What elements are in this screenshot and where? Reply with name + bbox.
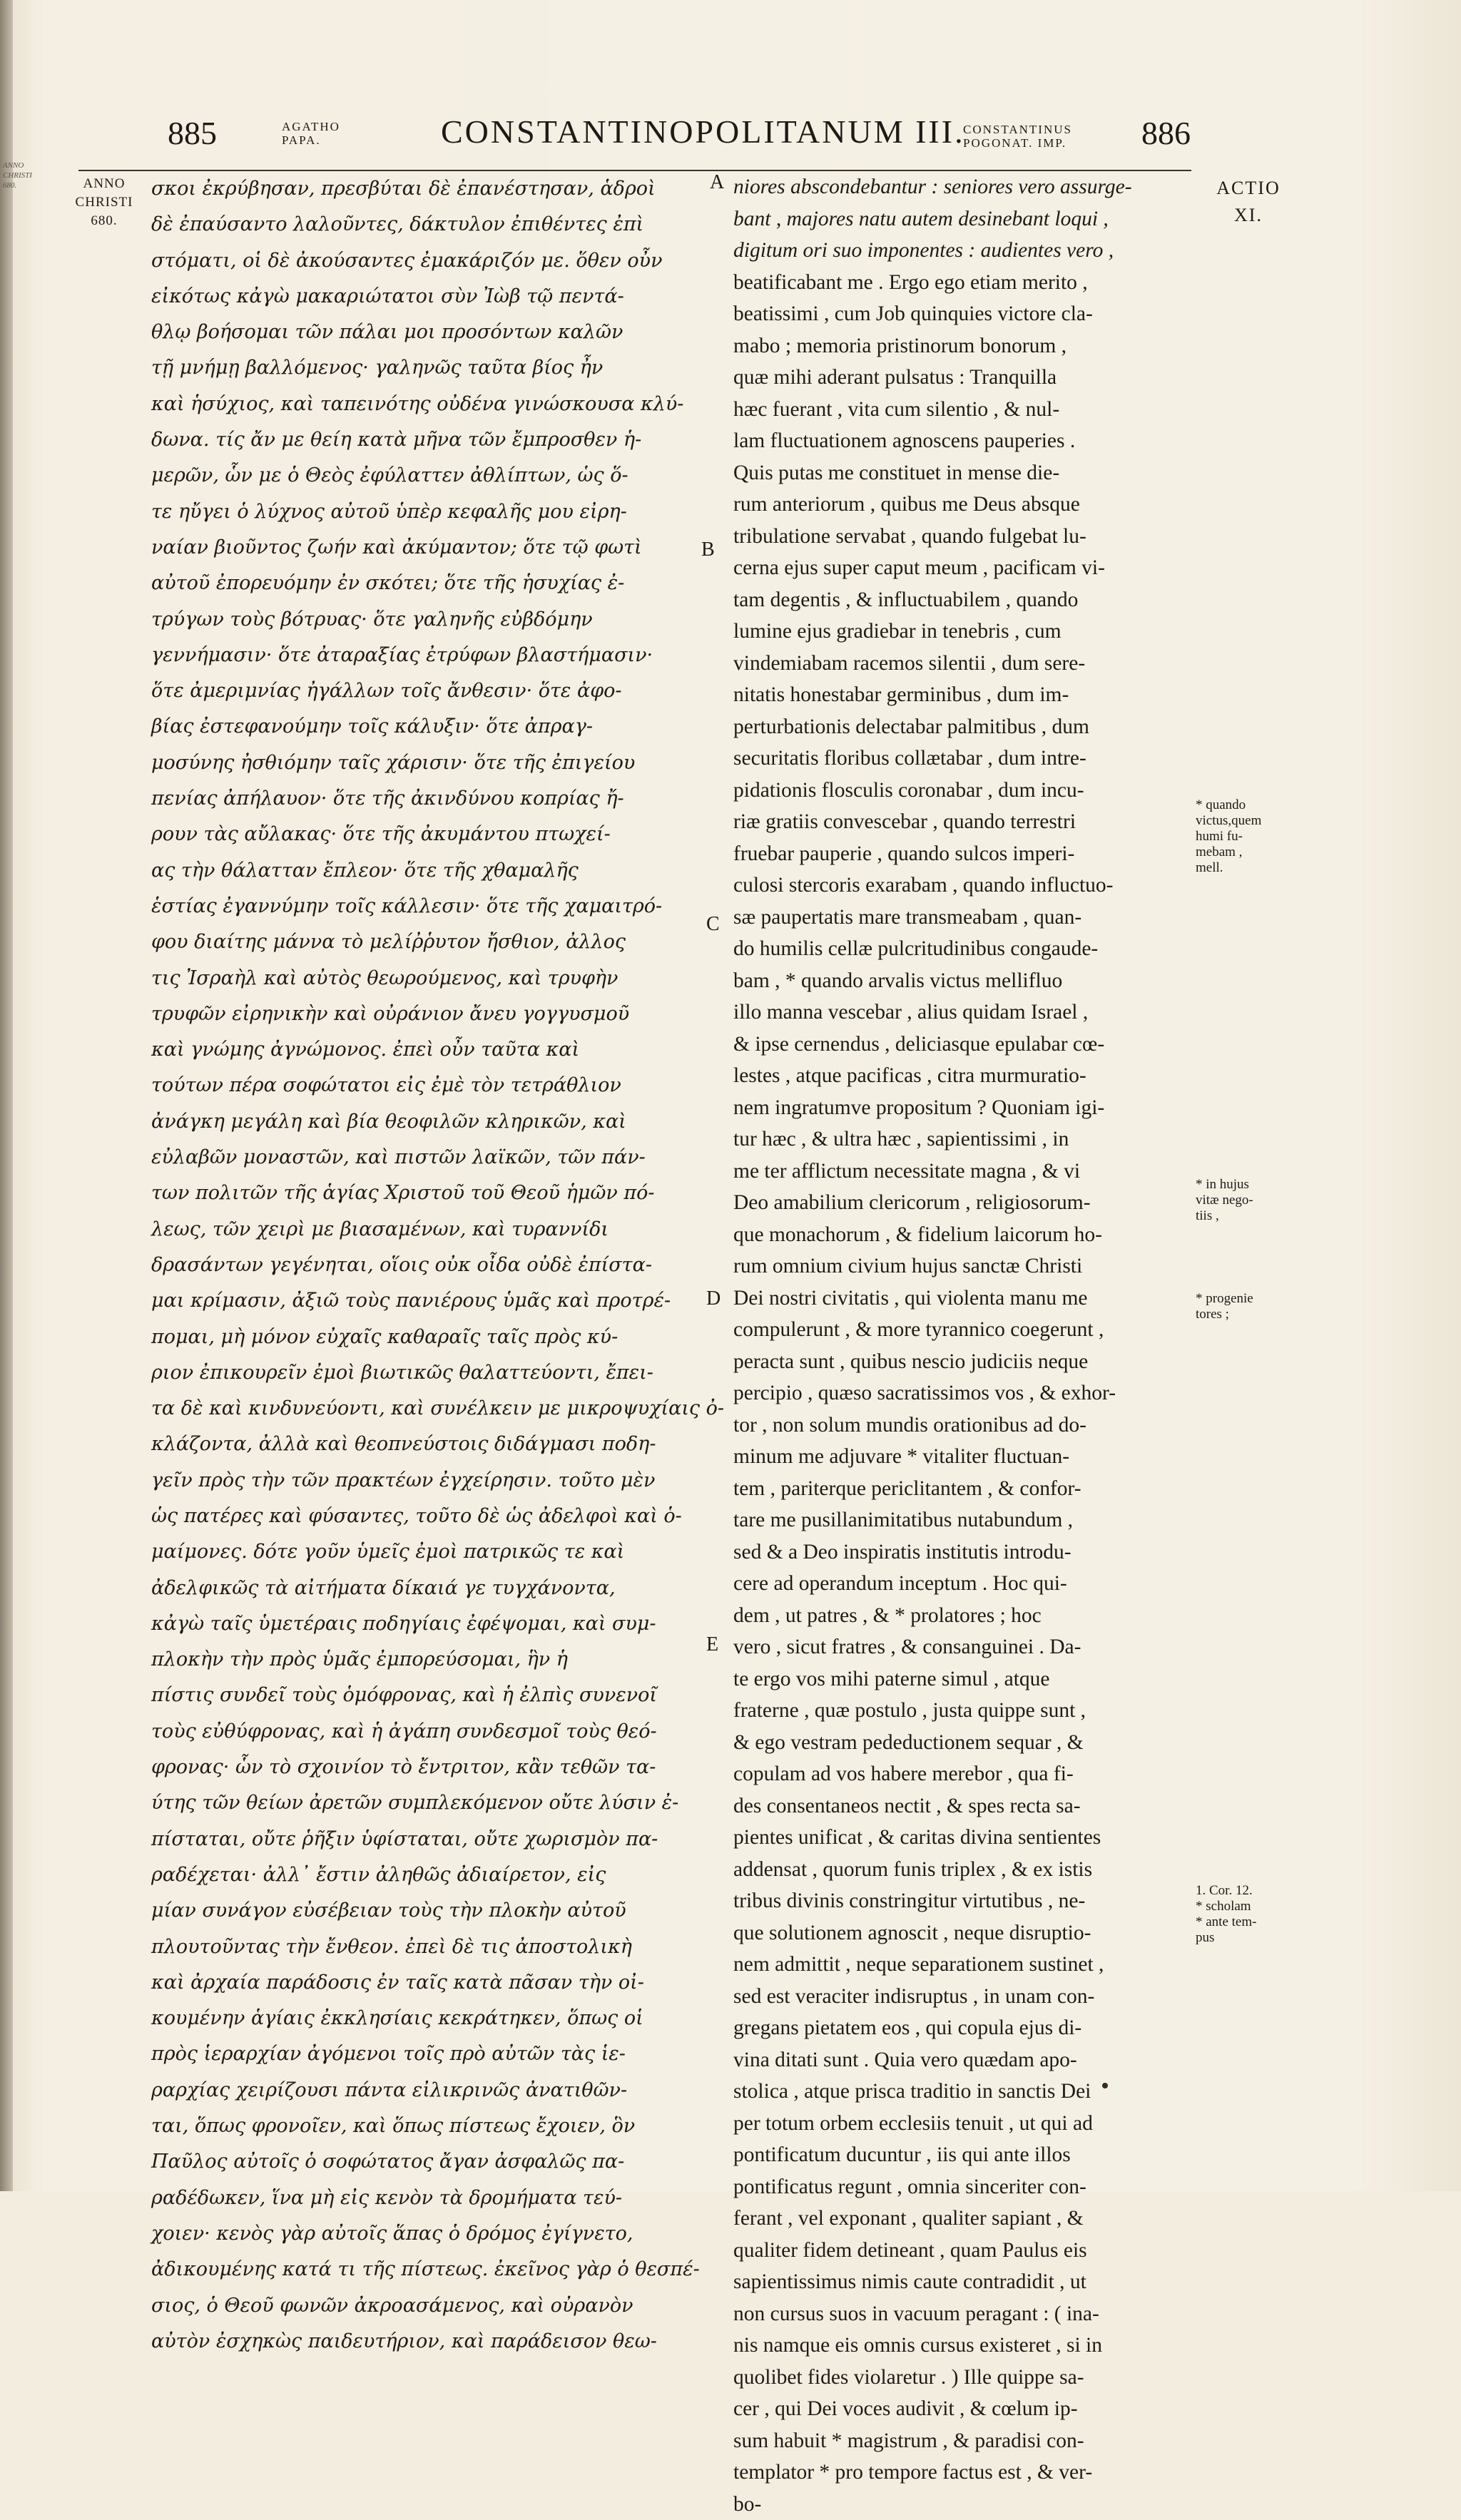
latin-text-line: fraterne , quæ postulo , justa quippe sunt , <box>733 1695 1190 1727</box>
latin-text-line: sæ paupertatis mare transmeabam , quan- <box>733 902 1190 934</box>
margin-note-line: 1. Cor. 12. <box>1196 1883 1303 1899</box>
greek-text-line: τε ηὔγει ὁ λύχνος αὐτοῦ ὑπὲρ κεφαλῆς μου εἰρη- <box>151 494 697 530</box>
greek-text-line: τρυφῶν εἰρηνικὴν καὶ οὐράνιον ἄνευ γογγυσμοῦ <box>151 996 697 1032</box>
latin-text-line: tur hæc , & ultra hæc , sapientissimi , in <box>733 1123 1190 1156</box>
margin-note-line: mell. <box>1196 860 1303 876</box>
greek-text-line: λεως, τῶν χειρὶ με βιασαμένων, καὶ τυραννίδι <box>151 1212 697 1248</box>
margin-line: ANNO <box>70 175 138 193</box>
latin-text-line: rum anteriorum , quibus me Deus absque <box>733 489 1190 521</box>
greek-text-line: ραδέχεται· ἀλλ᾽ ἔστιν ἀληθῶς ἀδιαίρετον, εἰς <box>151 1857 697 1893</box>
actio-label: ACTIO <box>1198 175 1298 202</box>
latin-text-line: compulerunt , & more tyrannico coegerunt , <box>733 1314 1190 1346</box>
running-title <box>441 113 965 163</box>
margin-note-line: mebam , <box>1196 845 1303 860</box>
latin-text-line: sapientissimus nimis caute contradidit , ut <box>733 2266 1190 2298</box>
greek-text-line: μοσύνης ἠσθιόμην ταῖς χάρισιν· ὅτε τῆς ἐπιγείου <box>151 745 697 781</box>
latin-text-line: securitatis floribus collætabar , dum intre- <box>733 743 1190 775</box>
latin-text-line: cer , qui Dei voces audivit , & cœlum ip- <box>733 2393 1190 2425</box>
latin-text-line: digitum ori suo imponentes : audientes vero , <box>733 235 1190 267</box>
greek-text-line: πρὸς ἱεραρχίαν ἀγόμενοι τοῖς πρὸ αὐτῶν τὰς ἱε- <box>151 2036 697 2072</box>
greek-text-line: ας τὴν θάλατταν ἔπλεον· ὅτε τῆς χθαμαλῆς <box>151 853 697 889</box>
greek-text-line: πενίας ἀπήλαυον· ὅτε τῆς ἀκινδύνου κοπρίας ἤ- <box>151 781 697 817</box>
greek-text-line: δρασάντων γεγένηται, οἵοις οὐκ οἶδα οὐδὲ ἐπίστα- <box>151 1248 697 1283</box>
latin-text-line: cere ad operandum inceptum . Hoc qui- <box>733 1568 1190 1600</box>
latin-text-line: me ter afflictum necessitate magna , & vi <box>733 1156 1190 1188</box>
latin-text-line: pontificatus regunt , omnia sinceriter con- <box>733 2171 1190 2203</box>
latin-text-line: te ergo vos mihi paterne simul , atque <box>733 1663 1190 1695</box>
latin-text-line: dem , ut patres , & * prolatores ; hoc <box>733 1600 1190 1632</box>
greek-text-line: πλοκὴν τὴν πρὸς ὑμᾶς ἐμπορεύσομαι, ἣν ἡ <box>151 1642 697 1678</box>
greek-text-line: καὶ ἡσύχιος, καὶ ταπεινότης οὐδένα γινώσκουσα κλύ- <box>151 387 697 422</box>
latin-text-line: tor , non solum mundis orationibus ad do- <box>733 1409 1190 1442</box>
latin-text-line: rum omnium civium hujus sanctæ Christi <box>733 1250 1190 1282</box>
latin-text-line: non cursus suos in vacuum peragant : ( ina- <box>733 2298 1190 2330</box>
greek-text-line: κουμένην ἁγίαις ἐκκλησίαις κεκράτηκεν, ὅπως οἱ <box>151 2001 697 2036</box>
latin-text-line: gregans pietatem eos , qui copula ejus di- <box>733 2012 1190 2044</box>
latin-text-line: que solutionem agnoscit , neque disruptio- <box>733 1917 1190 1949</box>
greek-text-line: σκοι ἐκρύβησαν, πρεσβύται δὲ ἐπανέστησαν, ἁδροὶ <box>151 171 697 207</box>
latin-text-line: & ego vestram pedeductionem sequar , & <box>733 1727 1190 1759</box>
greek-text-column <box>151 171 697 2360</box>
greek-text-line: των πολιτῶν τῆς ἁγίας Χριστοῦ τοῦ Θεοῦ ἡμῶν πό- <box>151 1175 697 1211</box>
latin-text-line: nem ingratumve propositum ? Quoniam igi- <box>733 1092 1190 1124</box>
right-page-number <box>1141 114 1191 164</box>
latin-text-line: pientes unificat , & caritas divina sentientes <box>733 1822 1190 1854</box>
latin-text-line: & ipse cernendus , deliciasque epulabar cœ- <box>733 1029 1190 1061</box>
latin-text-line: vero , sicut fratres , & consanguinei . Da- <box>733 1631 1190 1663</box>
latin-text-line: culosi stercoris exarabam , quando influctuo- <box>733 869 1190 902</box>
greek-text-line: δὲ ἐπαύσαντο λαλοῦντες, δάκτυλον ἐπιθέντες ἐπὶ <box>151 207 697 243</box>
left-page-number <box>168 114 217 164</box>
greek-text-line: σιος, ὁ Θεοῦ φωνῶν ἀκροασάμενος, καὶ οὐρανὸν <box>151 2288 697 2324</box>
latin-text-line: que monachorum , & fidelium laicorum ho- <box>733 1219 1190 1251</box>
margin-note <box>1196 797 1303 876</box>
margin-note-line: * in hujus <box>1196 1177 1303 1193</box>
latin-text-line: lumine ejus gradiebar in tenebris , cum <box>733 616 1190 648</box>
latin-text-line: do humilis cellæ pulcritudinibus congaude- <box>733 933 1190 965</box>
latin-text-line: templator * pro tempore factus est , & ver- <box>733 2457 1190 2489</box>
margin-note-line: * quando <box>1196 797 1303 813</box>
margin-note <box>1196 1883 1303 1946</box>
section-marker-a: A <box>710 171 724 194</box>
greek-text-line: ἀδικουμένης κατά τι τῆς πίστεως. ἐκεῖνος γὰρ ὁ θεσπέ- <box>151 2252 697 2287</box>
section-marker-c: C <box>706 913 720 936</box>
greek-text-line: Παῦλος αὐτοῖς ὁ σοφώτατος ἄγαν ἀσφαλῶς πα- <box>151 2144 697 2180</box>
edge-note-line: ANNO <box>3 160 29 170</box>
latin-text-line: quæ mihi aderant pulsatus : Tranquilla <box>733 362 1190 394</box>
greek-text-line: τις Ἰσραὴλ καὶ αὐτὸς θεωρούμενος, καὶ τρυφὴν <box>151 961 697 996</box>
greek-text-line: τρύγων τοὺς βότρυας· ὅτε γαληνῆς εὐβδόμην <box>151 602 697 638</box>
greek-text-line: ἀδελφικῶς τὰ αἰτήματα δίκαιά γε τυγχάνοντα, <box>151 1571 697 1606</box>
greek-text-line: ρουν τὰς αὔλακας· ὅτε τῆς ἀκυμάντου πτωχεί- <box>151 817 697 852</box>
latin-text-line: stolica , atque prisca traditio in sanctis Dei <box>733 2076 1190 2108</box>
latin-text-line: niores abscondebantur : seniores vero assurge- <box>733 171 1190 203</box>
latin-text-line: sed est veraciter indisruptus , in unam con- <box>733 1981 1190 2013</box>
greek-text-line: βίας ἐστεφανούμην τοῖς κάλυξιν· ὅτε ἀπραγ- <box>151 709 697 745</box>
greek-text-line: τῇ μνήμῃ βαλλόμενος· γαληνῶς ταῦτα βίος ἦν <box>151 350 697 386</box>
latin-text-line: tem , pariterque periclitantem , & confor- <box>733 1473 1190 1505</box>
latin-text-line: lestes , atque pacificas , citra murmuratio- <box>733 1060 1190 1092</box>
latin-text-line: qualiter fidem detineant , quam Paulus eis <box>733 2235 1190 2267</box>
latin-text-line: Deo amabilium clericorum , religiosorum- <box>733 1187 1190 1219</box>
greek-text-line: πομαι, μὴ μόνον εὐχαῖς καθαραῖς ταῖς πρὸς κύ- <box>151 1320 697 1355</box>
latin-text-line: percipio , quæso sacratissimos vos , & exhor- <box>733 1377 1190 1409</box>
latin-text-line: bo- <box>733 2489 1190 2520</box>
latin-text-line: copulam ad vos habere merebor , qua fi- <box>733 1758 1190 1790</box>
page-number-left: 885 <box>168 115 217 151</box>
latin-text-line: bam , * quando arvalis victus mellifluo <box>733 965 1190 997</box>
margin-note-line: tores ; <box>1196 1307 1303 1322</box>
margin-note-line: tiis , <box>1196 1208 1303 1224</box>
greek-text-line: ναίαν βιοῦντος ζωήν καὶ ἀκύμαντον; ὅτε τῷ φωτὶ <box>151 530 697 566</box>
latin-text-line: tribulatione servabat , quando fulgebat lu- <box>733 521 1190 553</box>
greek-text-line: ραδέδωκεν, ἵνα μὴ εἰς κενὸν τὰ δρομήματα τεύ- <box>151 2180 697 2216</box>
latin-text-line: beatificabant me . Ergo ego etiam merito , <box>733 267 1190 299</box>
greek-text-line: γεννήμασιν· ὅτε ἀταραξίας ἐτρύφων βλαστήμασιν· <box>151 638 697 673</box>
greek-text-line: εἰκότως κἀγὼ μακαριώτατοι σὺν Ἰὼβ τῷ πεντά- <box>151 279 697 315</box>
greek-text-line: ραρχίας χειρίζουσι πάντα εἰλικρινῶς ἀνατιθῶν- <box>151 2073 697 2108</box>
latin-text-line: ferant , vel exponant , qualiter sapiant , & <box>733 2203 1190 2235</box>
latin-text-line: Dei nostri civitatis , qui violenta manu me <box>733 1282 1190 1315</box>
greek-text-line: ύτης τῶν θείων ἀρετῶν συμπλεκόμενον οὔτε λύσιν ἐ- <box>151 1785 697 1821</box>
margin-note-line: * scholam <box>1196 1899 1303 1914</box>
latin-text-line: hæc fuerant , vita cum silentio , & nul- <box>733 394 1190 426</box>
page-number-right: 886 <box>1141 115 1191 151</box>
greek-text-line: κἀγὼ ταῖς ὑμετέραις ποδηγίαις ἐφέψομαι, καὶ συμ- <box>151 1606 697 1642</box>
greek-text-line: μαίμονες. δότε γοῦν ὑμεῖς ἐμοὶ πατρικῶς τε καὶ <box>151 1534 697 1570</box>
greek-text-line: φου διαίτης μάννα τὸ μελίῤῥυτον ἤσθιον, ἀλλος <box>151 924 697 960</box>
greek-text-line: αὐτοῦ ἐπορευόμην ἐν σκότει; ὅτε τῆς ἡσυχίας ἐ- <box>151 566 697 601</box>
greek-text-line: ὡς πατέρες καὶ φύσαντες, τοῦτο δὲ ὡς ἀδελφοὶ καὶ ὁ- <box>151 1499 697 1534</box>
subtitle-line: AGATHO <box>282 120 340 133</box>
greek-text-line: καὶ ἀρχαία παράδοσις ἐν ταῖς κατὰ πᾶσαν τὴν οἰ- <box>151 1965 697 2001</box>
edge-note-line: CHRISTI <box>3 170 29 180</box>
greek-text-line: δωνα. τίς ἄν με θείη κατὰ μῆνα τῶν ἔμπροσθεν ἡ- <box>151 422 697 458</box>
latin-text-line: tam degentis , & influctuabilem , quando <box>733 584 1190 616</box>
latin-text-line: illo manna vescebar , alius quidam Israel , <box>733 996 1190 1029</box>
margin-note-line: humi fu- <box>1196 829 1303 845</box>
latin-text-line: pontificatum ducuntur , iis qui ante illos <box>733 2139 1190 2171</box>
latin-text-line: lam fluctuationem agnoscens pauperies . <box>733 425 1190 457</box>
greek-text-line: τα δὲ καὶ κινδυνεύοντι, καὶ συνέλκειν με μικροψυχίαις ὀ- <box>151 1391 697 1427</box>
greek-text-line: μερῶν, ὧν με ὁ Θεὸς ἐφύλαττεν ἀθλίπτων, ὡς ὅ- <box>151 458 697 494</box>
greek-text-line: θλῳ βοήσομαι τῶν πάλαι μοι προσόντων καλῶν <box>151 315 697 350</box>
greek-text-line: τοὺς εὐθύφρονας, καὶ ἡ ἀγάπη συνδεσμοῖ τοὺς θεό- <box>151 1714 697 1750</box>
actio-number: XI. <box>1198 202 1298 229</box>
margin-note <box>1196 1291 1303 1322</box>
latin-text-line: minum me adjuvare * vitaliter fluctuan- <box>733 1441 1190 1473</box>
greek-text-line: ται, ὅπως φρονοῖεν, καὶ ὅπως πίστεως ἔχοιεν, ὃν <box>151 2108 697 2144</box>
subtitle-line: CONSTANTINUS <box>963 123 1072 136</box>
latin-text-line: des consentaneos nectit , & spes recta sa- <box>733 1790 1190 1822</box>
subtitle-line: POGONAT. IMP. <box>963 136 1072 150</box>
greek-text-line: ὅτε ἀμεριμνίας ἠγάλλων τοῖς ἄνθεσιν· ὅτε ἀφο- <box>151 673 697 709</box>
section-marker-d: D <box>706 1287 721 1310</box>
page-title: CONSTANTINOPOLITANUM III. <box>441 113 965 150</box>
margin-note-line: * progenie <box>1196 1291 1303 1307</box>
book-binding <box>0 0 13 2191</box>
latin-text-line: vindemiabam racemos silentii , dum sere- <box>733 648 1190 680</box>
latin-text-line: sed & a Deo inspiratis institutis introdu- <box>733 1536 1190 1568</box>
section-marker-b: B <box>701 539 715 561</box>
latin-text-line: beatissimi , cum Job quinquies victore cla- <box>733 298 1190 330</box>
latin-text-line: nem admittit , neque separationem sustinet , <box>733 1949 1190 1981</box>
greek-text-line: εὐλαβῶν μοναστῶν, καὶ πιστῶν λαϊκῶν, τῶν πάν- <box>151 1140 697 1175</box>
greek-text-line: γεῖν πρὸς τὴν τῶν πρακτέων ἐγχείρησιν. τοῦτο μὲν <box>151 1463 697 1499</box>
ink-speck <box>1102 2083 1108 2088</box>
greek-text-line: πλουτοῦντας τὴν ἔνθεον. ἐπεὶ δὲ τις ἀποστολικὴ <box>151 1929 697 1965</box>
margin-note-line: victus,quem <box>1196 813 1303 829</box>
latin-text-column <box>733 171 1190 2520</box>
greek-text-line: ριον ἐπικουρεῖν ἐμοὶ βιωτικῶς θαλαττεύοντι, ἔπει- <box>151 1355 697 1391</box>
latin-text-line: Quis putas me constituet in mense die- <box>733 457 1190 489</box>
adjacent-page-edge-note <box>3 160 29 190</box>
latin-text-line: addensat , quorum funis triplex , & ex istis <box>733 1854 1190 1886</box>
margin-note-line: * ante tem- <box>1196 1914 1303 1930</box>
margin-note <box>1196 1177 1303 1224</box>
latin-text-line: bant , majores natu autem desinebant loqui , <box>733 203 1190 235</box>
greek-text-line: μαι κρίμασιν, ἀξιῶ τοὺς πανιέρους ὑμᾶς καὶ προτρέ- <box>151 1283 697 1319</box>
greek-text-line: κλάζοντα, ἀλλὰ καὶ θεοπνεύστοις διδάγμασι ποδη- <box>151 1427 697 1462</box>
latin-text-line: pidationis flosculis coronabar , dum incu- <box>733 775 1190 807</box>
greek-text-line: τούτων πέρα σοφώτατοι εἰς ἐμὲ τὸν τετράθλιον <box>151 1068 697 1103</box>
margin-line: 680. <box>70 212 138 230</box>
greek-text-line: στόματι, οἱ δὲ ἀκούσαντες ἐμακάριζόν με. ὅθεν οὖν <box>151 243 697 279</box>
greek-text-line: μίαν συνάγον εὐσέβειαν τοὺς τὴν πλοκὴν αὐτοῦ <box>151 1893 697 1929</box>
right-running-subtitle <box>963 123 1072 173</box>
margin-note-line: vitæ nego- <box>1196 1193 1303 1208</box>
section-marker-e: E <box>706 1633 718 1656</box>
latin-text-line: riæ gratiis convescebar , quando terrestri <box>733 806 1190 838</box>
subtitle-line: PAPA. <box>282 133 340 147</box>
actio-heading <box>1198 175 1298 229</box>
greek-text-line: καὶ γνώμης ἀγνώμονος. ἐπεὶ οὖν ταῦτα καὶ <box>151 1032 697 1068</box>
margin-note-line: pus <box>1196 1930 1303 1946</box>
latin-text-line: per totum orbem ecclesiis tenuit , ut qui ad <box>733 2108 1190 2140</box>
latin-text-line: tribus divinis constringitur virtutibus , ne- <box>733 1885 1190 1917</box>
latin-text-line: peracta sunt , quibus nescio judiciis neque <box>733 1346 1190 1378</box>
latin-text-line: perturbationis delectabar palmitibus , dum <box>733 711 1190 743</box>
greek-text-line: φρονας· ὧν τὸ σχοινίον τὸ ἔντριτον, κἂν τεθῶν τα- <box>151 1750 697 1785</box>
latin-text-line: nis namque eis omnis cursus existeret , si in <box>733 2330 1190 2362</box>
latin-text-line: mabo ; memoria pristinorum bonorum , <box>733 330 1190 362</box>
edge-note-line: 680. <box>3 180 29 190</box>
greek-text-line: χοιεν· κενὸς γὰρ αὐτοῖς ἅπας ὁ δρόμος ἐγίγνετο, <box>151 2216 697 2252</box>
greek-text-line: πίσταται, οὔτε ῥῆξιν ὑφίσταται, οὔτε χωρισμὸν πα- <box>151 1822 697 1857</box>
greek-text-line: πίστις συνδεῖ τοὺς ὁμόφρονας, καὶ ἡ ἐλπὶς συνενοῖ <box>151 1678 697 1713</box>
greek-text-line: ἀνάγκη μεγάλη καὶ βία θεοφιλῶν κληρικῶν, καὶ <box>151 1104 697 1140</box>
latin-text-line: cerna ejus super caput meum , pacificam vi- <box>733 552 1190 584</box>
latin-text-line: fruebar pauperie , quando sulcos imperi- <box>733 838 1190 870</box>
margin-line: CHRISTI <box>70 193 138 212</box>
latin-text-line: vina ditati sunt . Quia vero quædam apo- <box>733 2044 1190 2076</box>
latin-text-line: sum habuit * magistrum , & paradisi con- <box>733 2425 1190 2457</box>
latin-text-line: quolibet fides violaretur . ) Ille quippe sa- <box>733 2362 1190 2394</box>
latin-text-line: tare me pusillanimitatibus nutabundum , <box>733 1504 1190 1536</box>
greek-text-line: αὐτὸν ἐσχηκὼς παιδευτήριον, καὶ παράδεισον θεω- <box>151 2324 697 2360</box>
latin-text-line: nitatis honestabar germinibus , dum im- <box>733 679 1190 711</box>
left-running-subtitle <box>282 120 340 170</box>
greek-text-line: ἑστίας ἐγαννύμην τοῖς κάλλεσιν· ὅτε τῆς χαμαιτρό- <box>151 889 697 924</box>
left-margin-date <box>70 175 138 230</box>
